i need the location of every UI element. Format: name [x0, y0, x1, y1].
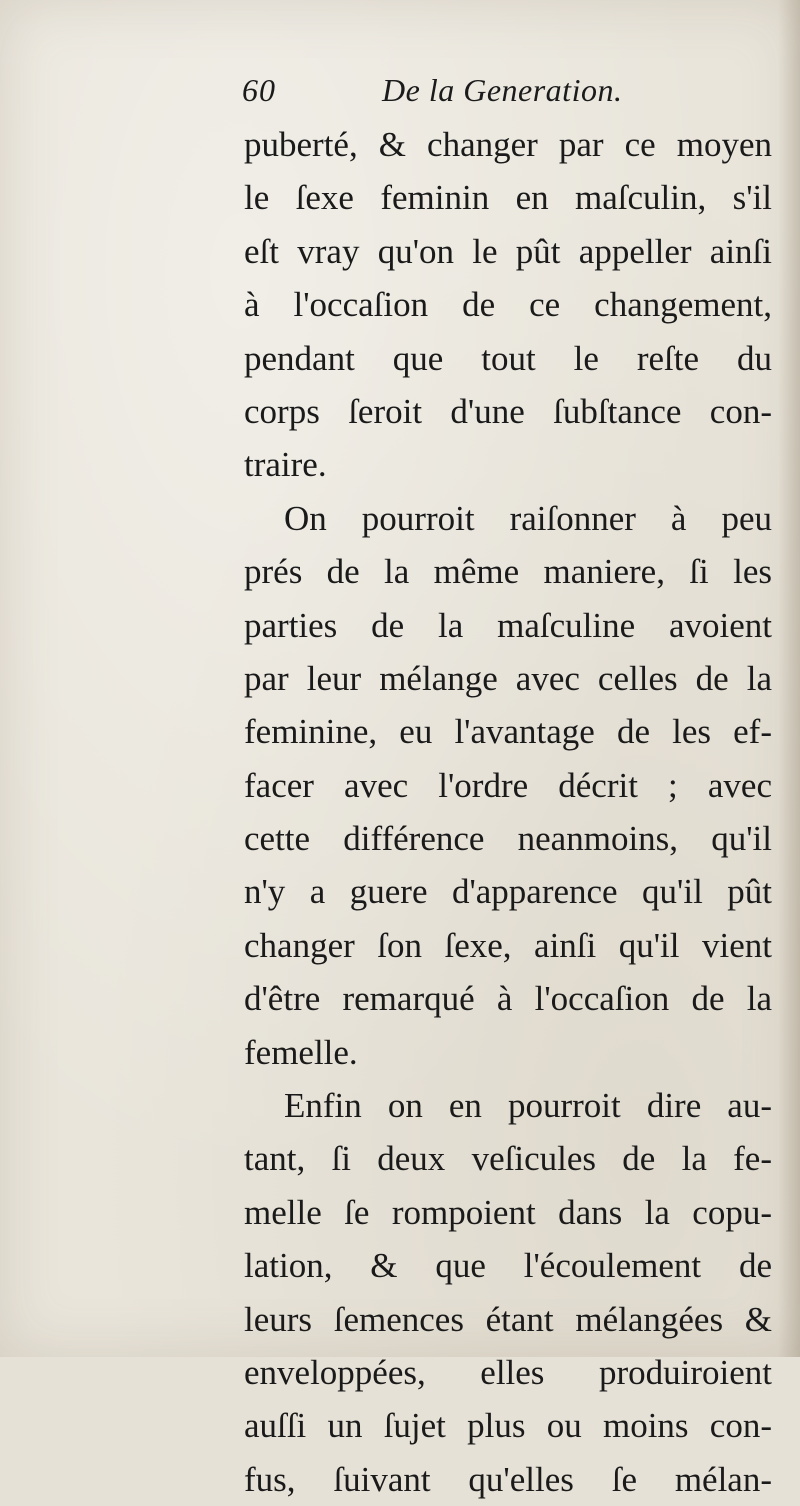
text-line: enveloppées, elles produiroient — [244, 1352, 772, 1392]
text-line: cette différence neanmoins, qu'il — [244, 819, 772, 859]
text-line: lation, & que l'écoulement de — [244, 1246, 772, 1286]
page-number: 60 — [242, 72, 276, 108]
body-text — [244, 118, 772, 1506]
text-line: eſt vray qu'on le pût appeller ainſi — [244, 231, 772, 271]
paragraph-end-line: traire. — [244, 445, 327, 485]
page-header — [242, 68, 662, 116]
text-line: à l'occaſion de ce changement, — [244, 285, 772, 325]
paragraph-start-line: Enfin on en pourroit dire au- — [284, 1086, 772, 1126]
text-line: le ſexe feminin en maſculin, s'il — [244, 178, 772, 218]
text-line: pendant que tout le reſte du — [244, 338, 772, 378]
text-line: corps ſeroit d'une ſubſtance con- — [244, 391, 772, 431]
text-line: prés de la même maniere, ſi les — [244, 552, 772, 592]
text-line: melle ſe rompoient dans la copu- — [244, 1192, 772, 1232]
text-line: d'être remarqué à l'occaſion de la — [244, 979, 772, 1019]
text-line: puberté, & changer par ce moyen — [244, 125, 772, 164]
text-line: facer avec l'ordre décrit ; avec — [244, 765, 772, 805]
paragraph-start-line: On pourroit raiſonner à peu — [284, 498, 772, 538]
text-line: feminine, eu l'avantage de les ef- — [244, 712, 772, 752]
text-line: tant, ſi deux veſicules de la fe- — [244, 1139, 772, 1179]
text-line: changer ſon ſexe, ainſi qu'il vient — [244, 925, 772, 965]
text-line: parties de la maſculine avoient — [244, 605, 772, 645]
paragraph-end-line: femelle. — [244, 1032, 358, 1072]
text-line: fus, ſuivant qu'elles ſe mélan- — [244, 1459, 772, 1499]
text-line: auſſi un ſujet plus ou moins con- — [244, 1406, 772, 1446]
text-line: leurs ſemences étant mélangées & — [244, 1299, 772, 1339]
running-head: De la Generation. — [382, 72, 623, 108]
text-line: n'y a guere d'apparence qu'il pût — [244, 872, 772, 912]
text-line: par leur mélange avec celles de la — [244, 658, 772, 698]
